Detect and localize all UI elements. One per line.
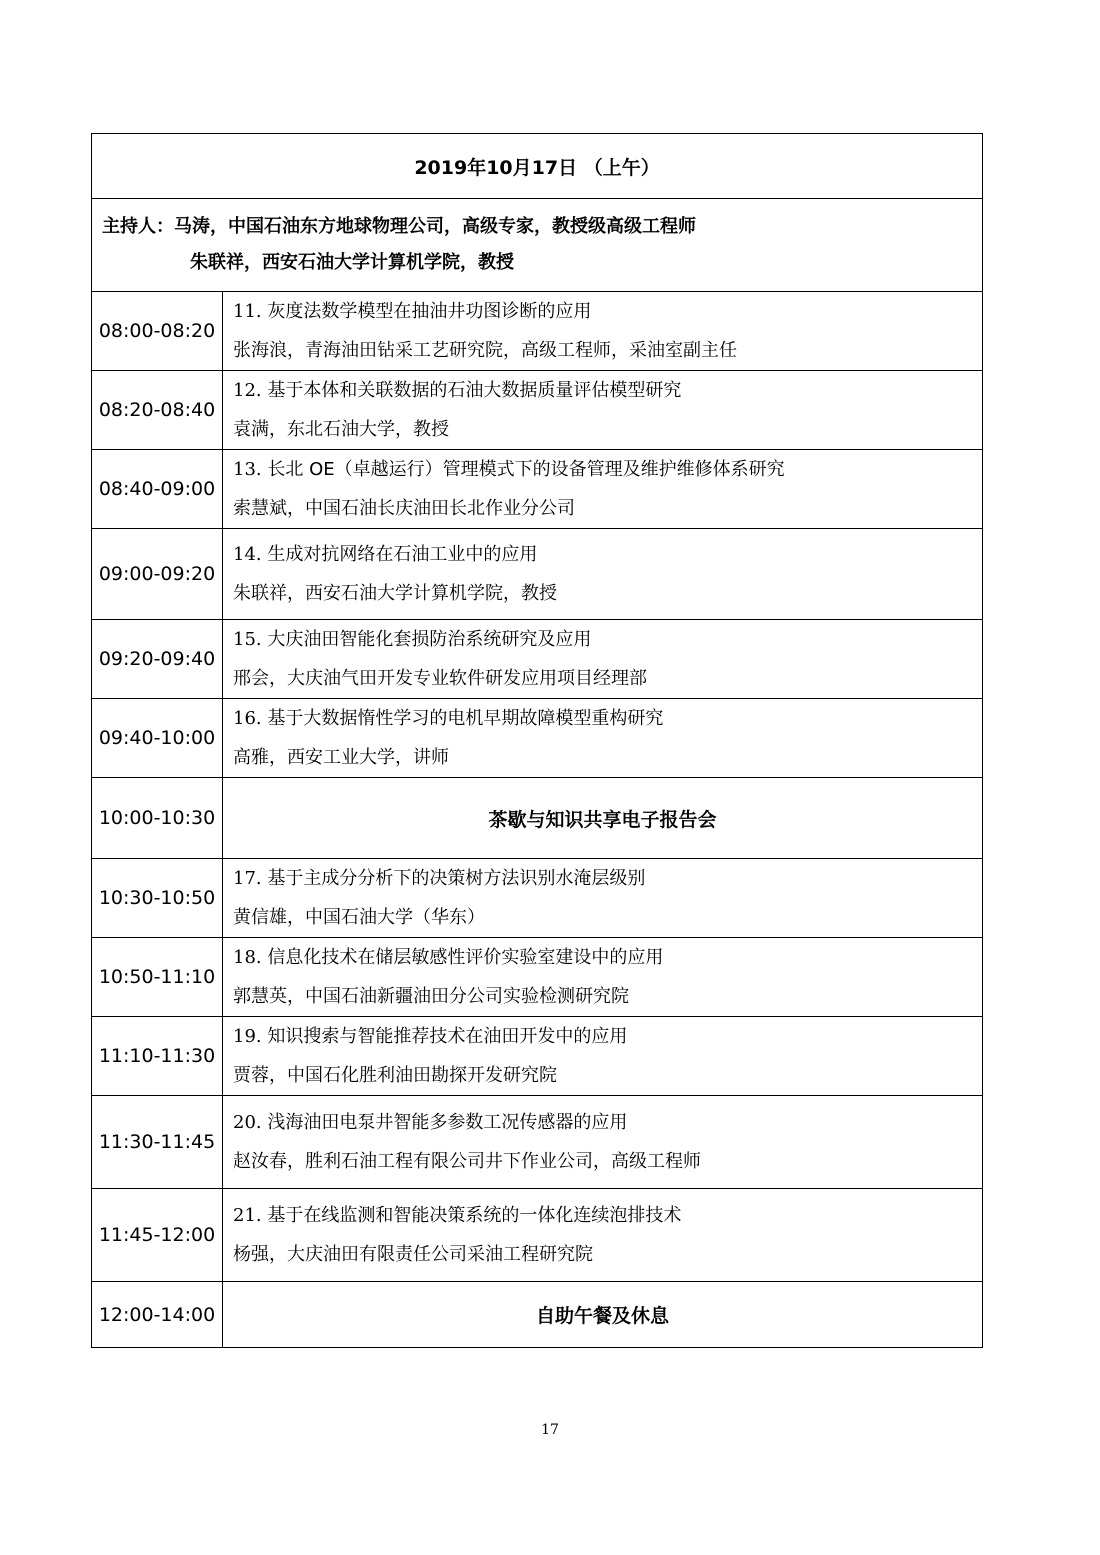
talk-speaker: 朱联祥，西安石油大学计算机学院，教授 (233, 583, 557, 604)
time-slot: 08:20-08:40 (92, 371, 223, 450)
talk-speaker: 赵汝春，胜利石油工程有限公司井下作业公司，高级工程师 (233, 1151, 701, 1172)
talk-cell (223, 1189, 983, 1282)
table-row (92, 292, 983, 371)
talk-title-text: 生成对抗网络在石油工业中的应用 (267, 544, 538, 565)
talk-speaker: 索慧斌，中国石油长庆油田长北作业分公司 (233, 498, 575, 519)
talk-number: 18. (233, 947, 262, 968)
talk-cell (223, 450, 983, 529)
table-row (92, 620, 983, 699)
talk-title-text: 基于在线监测和智能决策系统的一体化连续泡排技术 (267, 1205, 682, 1226)
time-slot: 09:40-10:00 (92, 699, 223, 778)
talk-speaker: 高雅，西安工业大学，讲师 (233, 747, 449, 768)
host-line-1: 主持人：马涛，中国石油东方地球物理公司，高级专家，教授级高级工程师 (102, 216, 696, 237)
talk-number: 15. (233, 629, 262, 650)
talk-title-text: 基于本体和关联数据的石油大数据质量评估模型研究 (267, 380, 682, 401)
host-info (92, 199, 983, 292)
talk-title (233, 859, 982, 898)
talk-speaker: 贾蓉，中国石化胜利油田勘探开发研究院 (233, 1065, 557, 1086)
talk-title (233, 371, 982, 410)
time-slot: 10:50-11:10 (92, 938, 223, 1017)
talk-cell (223, 699, 983, 778)
talk-speaker: 黄信雄，中国石油大学（华东） (233, 907, 485, 928)
time-slot: 10:30-10:50 (92, 859, 223, 938)
talk-title-text: 长北 OE（卓越运行）管理模式下的设备管理及维护维修体系研究 (267, 459, 785, 480)
break-row (92, 778, 983, 859)
talk-speaker: 郭慧英，中国石油新疆油田分公司实验检测研究院 (233, 986, 629, 1007)
talk-title (233, 1103, 982, 1142)
talk-cell (223, 1017, 983, 1096)
talk-number: 12. (233, 380, 262, 401)
talk-title-text: 基于大数据惰性学习的电机早期故障模型重构研究 (267, 708, 664, 729)
talk-title (233, 620, 982, 659)
talk-title-text: 浅海油田电泵井智能多参数工况传感器的应用 (267, 1112, 628, 1133)
break-row (92, 1282, 983, 1348)
talk-title-text: 知识搜索与智能推荐技术在油田开发中的应用 (267, 1026, 628, 1047)
talk-title (233, 450, 982, 489)
time-slot: 11:10-11:30 (92, 1017, 223, 1096)
table-row (92, 859, 983, 938)
table-row (92, 1096, 983, 1189)
break-label: 自助午餐及休息 (223, 1282, 983, 1348)
talk-number: 20. (233, 1112, 262, 1133)
talk-speaker: 杨强，大庆油田有限责任公司采油工程研究院 (233, 1244, 593, 1265)
talk-cell (223, 371, 983, 450)
table-row (92, 529, 983, 620)
talk-cell (223, 1096, 983, 1189)
talk-speaker: 张海浪，青海油田钻采工艺研究院，高级工程师，采油室副主任 (233, 340, 737, 361)
host-line-2: 朱联祥，西安石油大学计算机学院，教授 (190, 252, 514, 273)
talk-cell (223, 620, 983, 699)
talk-number: 11. (233, 301, 262, 322)
time-slot: 10:00-10:30 (92, 778, 223, 859)
table-row (92, 938, 983, 1017)
time-slot: 11:30-11:45 (92, 1096, 223, 1189)
talk-title (233, 535, 982, 574)
page-number: 17 (541, 1422, 559, 1438)
talk-number: 17. (233, 868, 262, 889)
time-slot: 09:20-09:40 (92, 620, 223, 699)
talk-number: 19. (233, 1026, 262, 1047)
talk-title (233, 1017, 982, 1056)
talk-title-text: 灰度法数学模型在抽油井功图诊断的应用 (267, 301, 592, 322)
talk-number: 16. (233, 708, 262, 729)
talk-title-text: 大庆油田智能化套损防治系统研究及应用 (267, 629, 592, 650)
time-slot: 12:00-14:00 (92, 1282, 223, 1348)
talk-speaker: 袁满，东北石油大学，教授 (233, 419, 449, 440)
table-row (92, 1189, 983, 1282)
talk-title-text: 信息化技术在储层敏感性评价实验室建设中的应用 (267, 947, 664, 968)
talk-speaker: 邢会，大庆油气田开发专业软件研发应用项目经理部 (233, 668, 647, 689)
talk-cell (223, 938, 983, 1017)
talk-title (233, 1196, 982, 1235)
break-label: 茶歇与知识共享电子报告会 (223, 778, 983, 859)
talk-cell (223, 292, 983, 371)
talk-title (233, 292, 982, 331)
host-row (92, 199, 983, 292)
talk-cell (223, 859, 983, 938)
talk-title (233, 699, 982, 738)
talk-number: 13. (233, 459, 262, 480)
talk-title (233, 938, 982, 977)
table-row (92, 450, 983, 529)
talk-number: 14. (233, 544, 262, 565)
schedule-table (91, 133, 983, 1348)
talk-title-text: 基于主成分分析下的决策树方法识别水淹层级别 (267, 868, 646, 889)
talk-number: 21. (233, 1205, 262, 1226)
date-heading: 2019年10月17日 （上午） (92, 134, 983, 199)
time-slot: 08:00-08:20 (92, 292, 223, 371)
table-row (92, 371, 983, 450)
talk-cell (223, 529, 983, 620)
table-row (92, 1017, 983, 1096)
table-row (92, 699, 983, 778)
time-slot: 09:00-09:20 (92, 529, 223, 620)
time-slot: 11:45-12:00 (92, 1189, 223, 1282)
date-row (92, 134, 983, 199)
time-slot: 08:40-09:00 (92, 450, 223, 529)
